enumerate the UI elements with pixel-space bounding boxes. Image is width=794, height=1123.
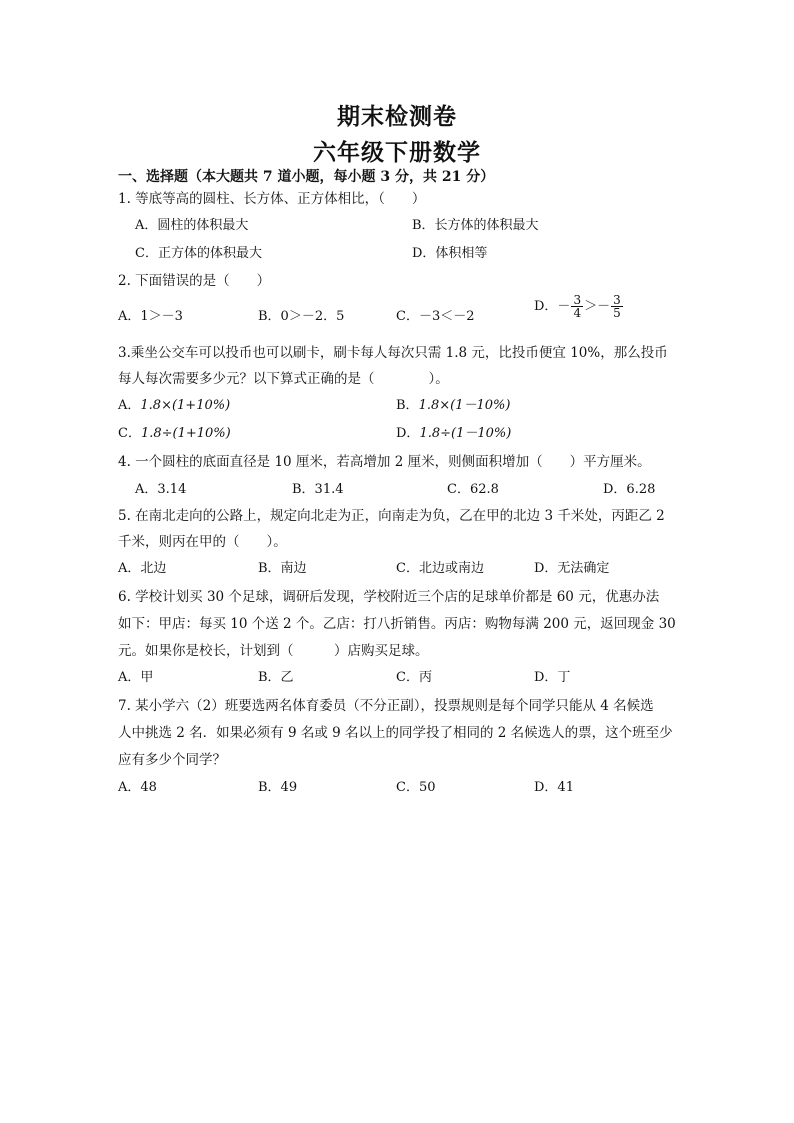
option-label: A． [118, 398, 141, 413]
question-5-option-c: C．北边或南边 [396, 561, 484, 576]
option-d-compare: ＞－ [584, 299, 611, 314]
option-expression: 1.8×(1－10%) [418, 398, 511, 413]
question-6-option-a: A．甲 [118, 670, 154, 685]
option-label: C． [118, 426, 141, 441]
option-label: B． [396, 398, 419, 413]
question-3-option-a [118, 394, 230, 413]
question-6-stem-line2: 如下：甲店：每买 10 个送 2 个。乙店：打八折销售。丙店：购物每满 200 元，返回现金 30 [118, 616, 676, 632]
question-2-option-a: A．1＞－3 [118, 309, 183, 324]
question-3-stem-line1: 3.乘坐公交车可以投币也可以刷卡，刷卡每人每次只需 1.8 元，比投币便宜 10%，那么投币 [118, 345, 668, 361]
denominator: 5 [613, 306, 621, 320]
question-3-option-c [118, 422, 231, 441]
question-1-stem: 1. 等底等高的圆柱、长方体、正方体相比，（ ） [118, 191, 426, 207]
question-1-option-b: B．长方体的体积最大 [412, 218, 539, 233]
question-3-option-d [396, 422, 511, 441]
question-3-stem-line2: 每人每次需要多少元？以下算式正确的是（ ）。 [118, 371, 449, 387]
question-4-option-a: A．3.14 [135, 482, 187, 497]
page-subtitle: 六年级下册数学 [313, 139, 481, 166]
question-5-option-a: A．北边 [118, 561, 167, 576]
question-6-option-b: B．乙 [258, 670, 294, 685]
question-1-option-d: D．体积相等 [412, 246, 488, 261]
question-2-stem: 2. 下面错误的是（ ） [118, 273, 271, 289]
question-5-stem-line2: 千米，则丙在甲的（ ）。 [118, 534, 287, 550]
question-5-option-b: B．南边 [258, 561, 307, 576]
numerator: 3 [573, 293, 582, 307]
question-4-stem: 4. 一个圆柱的底面直径是 10 厘米，若高增加 2 厘米，则侧面积增加（ ）平方厘米。 [118, 454, 651, 470]
question-5-stem-line1: 5. 在南北走向的公路上，规定向北走为正，向南走为负，乙在甲的北边 3 千米处，丙距乙 2 [118, 508, 665, 524]
question-7-option-c: C．50 [396, 780, 436, 795]
question-7-stem-line3: 应有多少个同学？ [118, 752, 226, 768]
question-7-stem-line2: 人中挑选 2 名．如果必须有 9 名或 9 名以上的同学投了相同的 2 名候选人的票，这个班至少 [118, 725, 673, 741]
section-heading: 一、选择题（本大题共 7 道小题，每小题 3 分，共 21 分） [118, 169, 495, 185]
denominator: 4 [573, 306, 582, 320]
numerator: 3 [613, 293, 621, 307]
question-4-option-b: B．31.4 [292, 482, 344, 497]
question-6-stem-line3: 元。如果你是校长，计划到（ ）店购买足球。 [118, 643, 429, 659]
question-7-option-a: A．48 [118, 780, 157, 795]
fraction-three-quarters [571, 294, 583, 319]
question-1-option-c: C．正方体的体积最大 [135, 246, 262, 261]
question-4-option-d: D．6.28 [603, 482, 656, 497]
question-1-option-a: A．圆柱的体积最大 [135, 218, 249, 233]
option-d-prefix: D．－ [534, 299, 571, 314]
question-7-option-d: D．41 [534, 780, 574, 795]
question-5-option-d: D．无法确定 [534, 561, 610, 576]
question-6-stem-line1: 6. 学校计划买 30 个足球，调研后发现，学校附近三个店的足球单价都是 60 元，优惠办法 [118, 589, 660, 605]
option-expression: 1.8÷(1+10%) [140, 426, 231, 441]
question-7-option-b: B．49 [258, 780, 298, 795]
option-expression: 1.8÷(1－10%) [419, 426, 512, 441]
page-title: 期末检测卷 [337, 103, 457, 130]
question-7-stem-line1: 7. 某小学六（2）班要选两名体育委员（不分正副），投票规则是每个同学只能从 4 名候选 [118, 698, 654, 714]
option-label: D． [396, 426, 420, 441]
option-expression: 1.8×(1+10%) [140, 398, 231, 413]
question-4-option-c: C．62.8 [447, 482, 499, 497]
question-3-option-b [396, 394, 510, 413]
question-6-option-d: D．丁 [534, 670, 571, 685]
question-2-option-c: C．－3＜－2 [396, 309, 475, 324]
question-6-option-c: C．丙 [396, 670, 432, 685]
question-2-option-b: B．0＞－2．5 [258, 309, 345, 324]
fraction-three-fifths [611, 294, 623, 319]
question-2-option-d [534, 294, 624, 319]
